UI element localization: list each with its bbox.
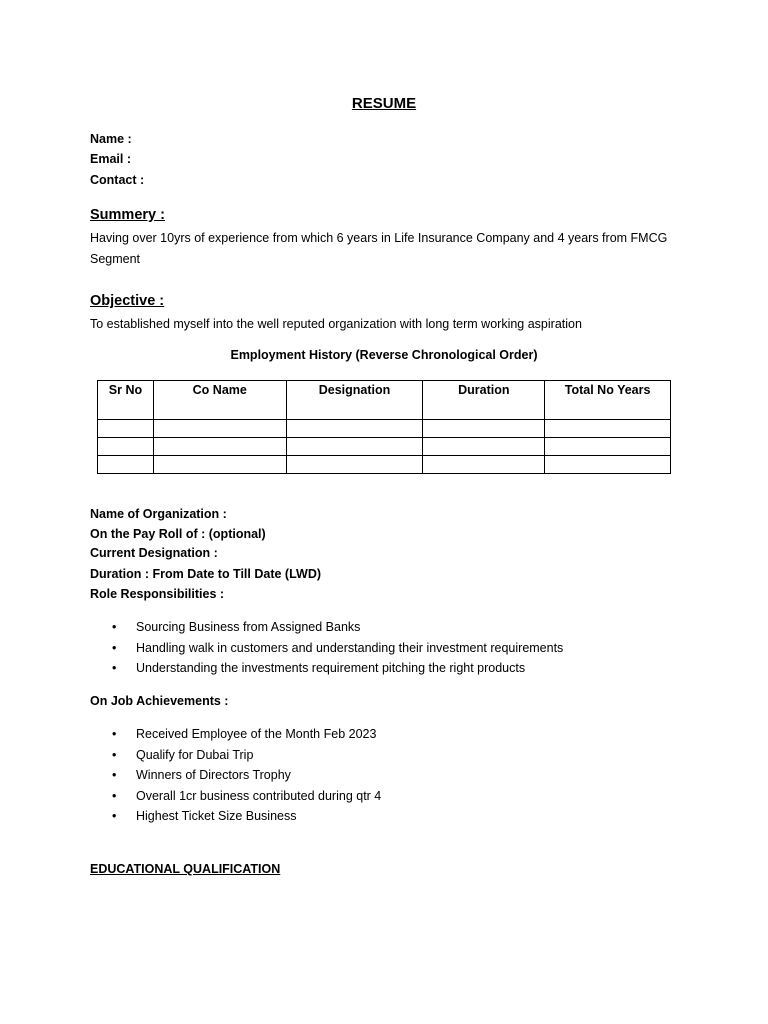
table-cell xyxy=(286,420,423,438)
email-label: Email : xyxy=(90,152,131,166)
list-item xyxy=(90,658,563,679)
table-cell xyxy=(98,456,154,474)
table-header-row xyxy=(98,381,671,420)
bullet-icon: • xyxy=(112,747,117,762)
objective-heading: Objective : xyxy=(90,293,165,309)
bullet-icon: • xyxy=(112,640,117,655)
list-item-text: Sourcing Business from Assigned Banks xyxy=(136,620,361,634)
table-cell xyxy=(153,420,286,438)
table-cell xyxy=(286,456,423,474)
name-label: Name : xyxy=(90,132,132,146)
table-cell xyxy=(545,456,671,474)
table-row xyxy=(98,456,671,474)
list-item-text: Highest Ticket Size Business xyxy=(136,809,297,823)
list-item xyxy=(90,617,563,638)
table-row xyxy=(98,420,671,438)
resume-title: RESUME xyxy=(351,95,417,112)
table-cell xyxy=(98,420,154,438)
list-item xyxy=(90,806,381,827)
employment-table xyxy=(97,380,671,474)
list-item-text: Overall 1cr business contributed during qtr 4 xyxy=(136,788,382,803)
contact-label: Contact : xyxy=(90,173,145,187)
list-item-text: Received Employee of the Month Feb 2023 xyxy=(136,727,377,741)
bullet-icon: • xyxy=(112,768,117,782)
bullet-icon: • xyxy=(112,727,117,741)
organization-label: Name of Organization : xyxy=(90,507,227,521)
table-cell xyxy=(423,420,545,438)
summary-text: Having over 10yrs of experience from which 6 years in Life Insurance Company and 4 years from FMCG Segment xyxy=(90,231,668,266)
pay-roll-label: On the Pay Roll of : (optional) xyxy=(90,527,266,541)
bullet-icon: • xyxy=(112,809,117,823)
list-item xyxy=(90,724,381,745)
table-cell xyxy=(98,438,154,456)
table-cell xyxy=(545,420,671,438)
bullet-icon: • xyxy=(112,620,117,634)
list-item-text: Understanding the investments requirement pitching the right products xyxy=(136,661,526,675)
employment-heading: Employment History (Reverse Chronological Order) xyxy=(230,348,538,362)
table-cell xyxy=(286,438,423,456)
table-cell xyxy=(153,438,286,456)
bullet-icon: • xyxy=(112,788,117,803)
education-heading: EDUCATIONAL QUALIFICATION xyxy=(90,862,281,876)
summary-heading: Summery : xyxy=(90,207,165,223)
table-cell xyxy=(153,456,286,474)
achievements-heading: On Job Achievements : xyxy=(90,694,229,708)
table-cell xyxy=(545,438,671,456)
roles-label: Role Responsibilities : xyxy=(90,587,225,601)
list-item xyxy=(90,745,381,766)
column-header: Total No Years xyxy=(545,381,671,420)
column-header: Sr No xyxy=(98,381,154,420)
column-header: Duration xyxy=(423,381,545,420)
list-item-text: Handling walk in customers and understanding their investment requirements xyxy=(136,640,564,655)
list-item xyxy=(90,765,381,786)
bullet-icon: • xyxy=(112,661,117,675)
list-item-text: Winners of Directors Trophy xyxy=(136,768,291,782)
column-header: Designation xyxy=(286,381,423,420)
table-cell xyxy=(423,456,545,474)
table-row xyxy=(98,438,671,456)
objective-text: To established myself into the well reputed organization with long term working aspiration xyxy=(90,317,582,331)
designation-label: Current Designation : xyxy=(90,546,218,560)
list-item-text: Qualify for Dubai Trip xyxy=(136,747,254,762)
column-header: Co Name xyxy=(153,381,286,420)
table-cell xyxy=(423,438,545,456)
duration-label: Duration : From Date to Till Date (LWD) xyxy=(90,567,322,581)
responsibilities-list xyxy=(90,617,563,679)
list-item xyxy=(90,638,563,659)
achievements-list xyxy=(90,724,381,827)
list-item xyxy=(90,786,381,807)
